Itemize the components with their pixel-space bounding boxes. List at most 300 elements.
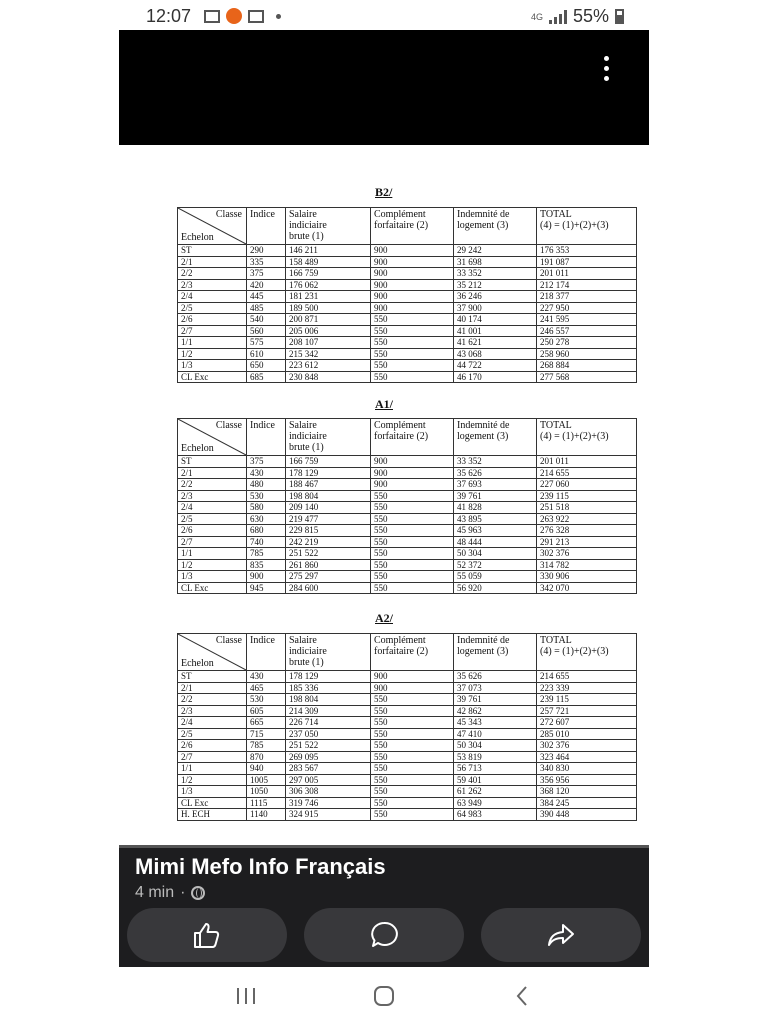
table-cell: 550 xyxy=(371,740,454,752)
table-row xyxy=(178,348,637,360)
complement-header: Complément forfaitaire (2) xyxy=(371,419,454,456)
table-cell: 384 245 xyxy=(537,797,637,809)
table-row xyxy=(178,809,637,821)
table-cell: 35 626 xyxy=(454,671,537,683)
table-cell: 205 006 xyxy=(286,325,371,337)
table-cell: 33 352 xyxy=(454,456,537,468)
table-cell: 530 xyxy=(247,490,286,502)
table-cell: 430 xyxy=(247,467,286,479)
table-cell: 189 500 xyxy=(286,302,371,314)
table-cell: 61 262 xyxy=(454,786,537,798)
table-cell: 239 115 xyxy=(537,694,637,706)
table-cell: 550 xyxy=(371,705,454,717)
table-cell: 540 xyxy=(247,314,286,326)
table-cell: 2/5 xyxy=(178,302,247,314)
table-cell: 2/2 xyxy=(178,694,247,706)
table-row xyxy=(178,548,637,560)
table-row xyxy=(178,325,637,337)
table-cell: 37 693 xyxy=(454,479,537,491)
table-cell: 1/3 xyxy=(178,360,247,372)
table-cell: 214 655 xyxy=(537,671,637,683)
table-cell: 715 xyxy=(247,728,286,740)
table-cell: 257 721 xyxy=(537,705,637,717)
table-cell: 230 848 xyxy=(286,371,371,383)
share-button[interactable] xyxy=(481,908,641,962)
table-cell: 251 522 xyxy=(286,548,371,560)
table-cell: 241 595 xyxy=(537,314,637,326)
table-cell: 1005 xyxy=(247,774,286,786)
table-cell: 550 xyxy=(371,559,454,571)
table-cell: 330 906 xyxy=(537,571,637,583)
table-cell: 251 522 xyxy=(286,740,371,752)
table-cell: 302 376 xyxy=(537,548,637,560)
table-cell: 297 005 xyxy=(286,774,371,786)
table-cell: 176 062 xyxy=(286,279,371,291)
table-cell: 229 815 xyxy=(286,525,371,537)
table-cell: 227 060 xyxy=(537,479,637,491)
recent-apps-icon xyxy=(235,987,257,1005)
table-cell: 63 949 xyxy=(454,797,537,809)
home-button[interactable] xyxy=(364,981,404,1011)
table-cell: 1/1 xyxy=(178,548,247,560)
salaire-header: Salaire indiciaire brute (1) xyxy=(286,634,371,671)
table-cell: 430 xyxy=(247,671,286,683)
table-row xyxy=(178,256,637,268)
table-cell: 2/6 xyxy=(178,314,247,326)
post-info-bar xyxy=(119,845,649,967)
table-cell: 420 xyxy=(247,279,286,291)
table-row xyxy=(178,671,637,683)
table-cell: 2/5 xyxy=(178,728,247,740)
table-cell: 237 050 xyxy=(286,728,371,740)
table-cell: 64 983 xyxy=(454,809,537,821)
table-cell: 239 115 xyxy=(537,490,637,502)
table-cell: 550 xyxy=(371,337,454,349)
table-cell: 335 xyxy=(247,256,286,268)
share-icon xyxy=(546,922,576,948)
table-row xyxy=(178,786,637,798)
table-cell: ST xyxy=(178,456,247,468)
table-cell: 342 070 xyxy=(537,582,637,594)
table-cell: 785 xyxy=(247,548,286,560)
table-cell: 1/1 xyxy=(178,763,247,775)
table-row xyxy=(178,763,637,775)
media-header xyxy=(119,30,649,145)
indice-header: Indice xyxy=(247,419,286,456)
table-cell: ST xyxy=(178,245,247,257)
table-cell: 191 087 xyxy=(537,256,637,268)
table-cell: 340 830 xyxy=(537,763,637,775)
table-cell: 35 212 xyxy=(454,279,537,291)
table-cell: 445 xyxy=(247,291,286,303)
status-time: 12:07 xyxy=(146,6,192,26)
table-cell: 223 339 xyxy=(537,682,637,694)
mail-notification-icon xyxy=(248,10,264,23)
table-row xyxy=(178,245,637,257)
table-cell: 215 342 xyxy=(286,348,371,360)
table-cell: 39 761 xyxy=(454,694,537,706)
table-row xyxy=(178,279,637,291)
table-cell: 2/4 xyxy=(178,502,247,514)
table-cell: 610 xyxy=(247,348,286,360)
table-cell: 218 377 xyxy=(537,291,637,303)
document-image[interactable] xyxy=(119,145,649,845)
table-cell: 188 467 xyxy=(286,479,371,491)
table-cell: 37 073 xyxy=(454,682,537,694)
table-cell: 550 xyxy=(371,797,454,809)
table-cell: 1/2 xyxy=(178,348,247,360)
table-cell: 465 xyxy=(247,682,286,694)
table-row xyxy=(178,751,637,763)
table-row xyxy=(178,291,637,303)
table-cell: 356 956 xyxy=(537,774,637,786)
table-cell: 35 626 xyxy=(454,467,537,479)
table-cell: 263 922 xyxy=(537,513,637,525)
table-cell: 272 607 xyxy=(537,717,637,729)
table-cell: 900 xyxy=(371,268,454,280)
table-cell: 314 782 xyxy=(537,559,637,571)
page-name[interactable]: Mimi Mefo Info Français xyxy=(135,854,386,879)
table-cell: 181 231 xyxy=(286,291,371,303)
table-cell: 900 xyxy=(371,245,454,257)
table-cell: 31 698 xyxy=(454,256,537,268)
comment-button[interactable] xyxy=(304,908,464,962)
table-cell: 319 746 xyxy=(286,797,371,809)
table-cell: 258 960 xyxy=(537,348,637,360)
table-cell: 2/3 xyxy=(178,279,247,291)
table-cell: 375 xyxy=(247,268,286,280)
table-cell: 550 xyxy=(371,774,454,786)
table-row xyxy=(178,360,637,372)
table-cell: 214 309 xyxy=(286,705,371,717)
table-cell: 33 352 xyxy=(454,268,537,280)
indice-header: Indice xyxy=(247,634,286,671)
table-cell: 480 xyxy=(247,479,286,491)
table-row xyxy=(178,467,637,479)
table-cell: 785 xyxy=(247,740,286,752)
table-cell: 550 xyxy=(371,728,454,740)
table-cell: 2/3 xyxy=(178,490,247,502)
table-cell: 43 895 xyxy=(454,513,537,525)
table-cell: 2/1 xyxy=(178,256,247,268)
table-cell: 214 655 xyxy=(537,467,637,479)
indemnite-header: Indemnité de logement (3) xyxy=(454,208,537,245)
system-nav-bar xyxy=(0,967,768,1024)
salary-table-a2 xyxy=(177,633,637,821)
table-row xyxy=(178,740,637,752)
table-cell: CL Exc xyxy=(178,582,247,594)
table-cell: 900 xyxy=(371,682,454,694)
salaire-header: Salaire indiciaire brute (1) xyxy=(286,419,371,456)
meta-separator: · xyxy=(180,884,186,901)
total-header: TOTAL (4) = (1)+(2)+(3) xyxy=(537,419,637,456)
table-row xyxy=(178,268,637,280)
table-cell: 2/2 xyxy=(178,268,247,280)
comment-icon xyxy=(369,920,399,950)
table-cell: 1140 xyxy=(247,809,286,821)
table-cell: 290 xyxy=(247,245,286,257)
table-cell: 550 xyxy=(371,809,454,821)
post-meta xyxy=(135,884,205,902)
table-cell: CL Exc xyxy=(178,797,247,809)
table-cell: 550 xyxy=(371,325,454,337)
classe-echelon-header: Classe Echelon xyxy=(178,208,247,245)
table-cell: 212 174 xyxy=(537,279,637,291)
salary-table-b2 xyxy=(177,207,637,383)
table-row xyxy=(178,559,637,571)
table-cell: 47 410 xyxy=(454,728,537,740)
table-cell: 45 343 xyxy=(454,717,537,729)
classe-echelon-header: Classe Echelon xyxy=(178,634,247,671)
table-cell: 198 804 xyxy=(286,490,371,502)
table-cell: 550 xyxy=(371,751,454,763)
table-cell: 275 297 xyxy=(286,571,371,583)
table-cell: 40 174 xyxy=(454,314,537,326)
table-cell: 291 213 xyxy=(537,536,637,548)
table-cell: 550 xyxy=(371,502,454,514)
table-cell: 550 xyxy=(371,694,454,706)
total-header: TOTAL (4) = (1)+(2)+(3) xyxy=(537,208,637,245)
table-cell: 900 xyxy=(371,279,454,291)
table-cell: 176 353 xyxy=(537,245,637,257)
table-row xyxy=(178,513,637,525)
table-cell: 575 xyxy=(247,337,286,349)
header-row xyxy=(178,634,637,671)
table-cell: 227 950 xyxy=(537,302,637,314)
table-row xyxy=(178,502,637,514)
table-cell: 550 xyxy=(371,763,454,775)
table-row xyxy=(178,337,637,349)
table-row xyxy=(178,582,637,594)
table-title-a1: A1/ xyxy=(375,397,393,411)
battery-icon xyxy=(615,9,624,24)
table-row xyxy=(178,694,637,706)
table-cell: 2/6 xyxy=(178,525,247,537)
table-cell: 219 477 xyxy=(286,513,371,525)
table-cell: 36 246 xyxy=(454,291,537,303)
table-row xyxy=(178,774,637,786)
table-cell: 900 xyxy=(371,302,454,314)
table-cell: 550 xyxy=(371,371,454,383)
table-row xyxy=(178,314,637,326)
table-row xyxy=(178,302,637,314)
table-row xyxy=(178,682,637,694)
table-cell: 550 xyxy=(371,717,454,729)
notification-icons xyxy=(204,8,281,24)
table-cell: ST xyxy=(178,671,247,683)
table-cell: 1115 xyxy=(247,797,286,809)
table-cell: 560 xyxy=(247,325,286,337)
table-cell: 1/1 xyxy=(178,337,247,349)
table-cell: 39 761 xyxy=(454,490,537,502)
table-cell: 302 376 xyxy=(537,740,637,752)
table-cell: 37 900 xyxy=(454,302,537,314)
table-cell: 550 xyxy=(371,360,454,372)
table-cell: 200 871 xyxy=(286,314,371,326)
table-cell: 1/3 xyxy=(178,786,247,798)
table-row xyxy=(178,490,637,502)
table-cell: 53 819 xyxy=(454,751,537,763)
table-cell: 685 xyxy=(247,371,286,383)
table-cell: 276 328 xyxy=(537,525,637,537)
table-cell: 146 211 xyxy=(286,245,371,257)
back-icon xyxy=(514,985,530,1007)
table-cell: 209 140 xyxy=(286,502,371,514)
table-cell: 550 xyxy=(371,348,454,360)
table-cell: 201 011 xyxy=(537,456,637,468)
table-cell: 390 448 xyxy=(537,809,637,821)
table-cell: 269 095 xyxy=(286,751,371,763)
table-cell: 665 xyxy=(247,717,286,729)
table-cell: 285 010 xyxy=(537,728,637,740)
table-row xyxy=(178,371,637,383)
complement-header: Complément forfaitaire (2) xyxy=(371,634,454,671)
table-cell: 945 xyxy=(247,582,286,594)
table-cell: 178 129 xyxy=(286,467,371,479)
table-cell: 900 xyxy=(371,456,454,468)
table-cell: 580 xyxy=(247,502,286,514)
table-cell: 680 xyxy=(247,525,286,537)
thumbs-up-icon xyxy=(192,921,222,949)
more-notifications-icon xyxy=(276,14,281,19)
table-row xyxy=(178,456,637,468)
home-icon xyxy=(373,985,395,1007)
table-cell: 630 xyxy=(247,513,286,525)
table-cell: 55 059 xyxy=(454,571,537,583)
table-row xyxy=(178,479,637,491)
table-cell: 42 862 xyxy=(454,705,537,717)
table-cell: 740 xyxy=(247,536,286,548)
table-row xyxy=(178,525,637,537)
globe-icon xyxy=(191,886,205,900)
table-cell: 900 xyxy=(371,256,454,268)
table-cell: 900 xyxy=(371,671,454,683)
table-cell: 201 011 xyxy=(537,268,637,280)
table-cell: 284 600 xyxy=(286,582,371,594)
table-cell: 550 xyxy=(371,786,454,798)
like-button[interactable] xyxy=(127,908,287,962)
table-cell: 1/2 xyxy=(178,559,247,571)
table-cell: 41 001 xyxy=(454,325,537,337)
table-row xyxy=(178,717,637,729)
more-options-icon[interactable] xyxy=(601,56,611,81)
table-title-a2: A2/ xyxy=(375,611,393,625)
table-cell: 323 464 xyxy=(537,751,637,763)
indemnite-header: Indemnité de logement (3) xyxy=(454,634,537,671)
table-cell: 43 068 xyxy=(454,348,537,360)
table-cell: CL Exc xyxy=(178,371,247,383)
table-cell: 2/7 xyxy=(178,325,247,337)
table-cell: 29 242 xyxy=(454,245,537,257)
table-cell: 550 xyxy=(371,548,454,560)
table-cell: 2/3 xyxy=(178,705,247,717)
table-cell: 650 xyxy=(247,360,286,372)
table-cell: 1/2 xyxy=(178,774,247,786)
table-cell: 550 xyxy=(371,513,454,525)
table-cell: 250 278 xyxy=(537,337,637,349)
table-cell: 158 489 xyxy=(286,256,371,268)
table-cell: 41 621 xyxy=(454,337,537,349)
table-cell: 940 xyxy=(247,763,286,775)
table-cell: 246 557 xyxy=(537,325,637,337)
gallery-notification-icon xyxy=(204,10,220,23)
back-button[interactable] xyxy=(502,981,542,1011)
app-notification-icon xyxy=(226,8,242,24)
table-cell: 178 129 xyxy=(286,671,371,683)
table-cell: 550 xyxy=(371,571,454,583)
indemnite-header: Indemnité de logement (3) xyxy=(454,419,537,456)
table-row xyxy=(178,571,637,583)
table-cell: 485 xyxy=(247,302,286,314)
table-cell: 550 xyxy=(371,525,454,537)
table-cell: 835 xyxy=(247,559,286,571)
table-title-b2: B2/ xyxy=(375,185,393,199)
table-cell: 550 xyxy=(371,490,454,502)
status-bar xyxy=(0,0,768,30)
table-cell: 1/3 xyxy=(178,571,247,583)
table-cell: 2/2 xyxy=(178,479,247,491)
table-cell: 2/1 xyxy=(178,682,247,694)
classe-echelon-header: Classe Echelon xyxy=(178,419,247,456)
table-row xyxy=(178,728,637,740)
table-cell: H. ECH xyxy=(178,809,247,821)
table-cell: 44 722 xyxy=(454,360,537,372)
table-cell: 268 884 xyxy=(537,360,637,372)
indice-header: Indice xyxy=(247,208,286,245)
table-cell: 2/5 xyxy=(178,513,247,525)
table-cell: 45 963 xyxy=(454,525,537,537)
header-row xyxy=(178,419,637,456)
table-cell: 185 336 xyxy=(286,682,371,694)
table-cell: 870 xyxy=(247,751,286,763)
table-cell: 900 xyxy=(371,467,454,479)
table-cell: 2/1 xyxy=(178,467,247,479)
table-cell: 261 860 xyxy=(286,559,371,571)
table-cell: 50 304 xyxy=(454,548,537,560)
battery-percent: 55% xyxy=(572,6,609,26)
table-cell: 530 xyxy=(247,694,286,706)
table-cell: 1050 xyxy=(247,786,286,798)
table-cell: 52 372 xyxy=(454,559,537,571)
table-cell: 900 xyxy=(371,291,454,303)
table-row xyxy=(178,705,637,717)
table-cell: 306 308 xyxy=(286,786,371,798)
table-cell: 46 170 xyxy=(454,371,537,383)
table-cell: 283 567 xyxy=(286,763,371,775)
table-cell: 59 401 xyxy=(454,774,537,786)
table-cell: 198 804 xyxy=(286,694,371,706)
table-cell: 2/4 xyxy=(178,291,247,303)
table-cell: 242 219 xyxy=(286,536,371,548)
table-cell: 208 107 xyxy=(286,337,371,349)
recent-apps-button[interactable] xyxy=(226,981,266,1011)
complement-header: Complément forfaitaire (2) xyxy=(371,208,454,245)
table-cell: 375 xyxy=(247,456,286,468)
table-cell: 223 612 xyxy=(286,360,371,372)
table-cell: 166 759 xyxy=(286,268,371,280)
table-cell: 2/7 xyxy=(178,536,247,548)
table-cell: 166 759 xyxy=(286,456,371,468)
table-cell: 277 568 xyxy=(537,371,637,383)
table-cell: 48 444 xyxy=(454,536,537,548)
table-cell: 550 xyxy=(371,582,454,594)
table-cell: 900 xyxy=(371,479,454,491)
table-cell: 550 xyxy=(371,536,454,548)
signal-icon xyxy=(549,10,567,24)
table-cell: 41 828 xyxy=(454,502,537,514)
salaire-header: Salaire indiciaire brute (1) xyxy=(286,208,371,245)
table-row xyxy=(178,536,637,548)
